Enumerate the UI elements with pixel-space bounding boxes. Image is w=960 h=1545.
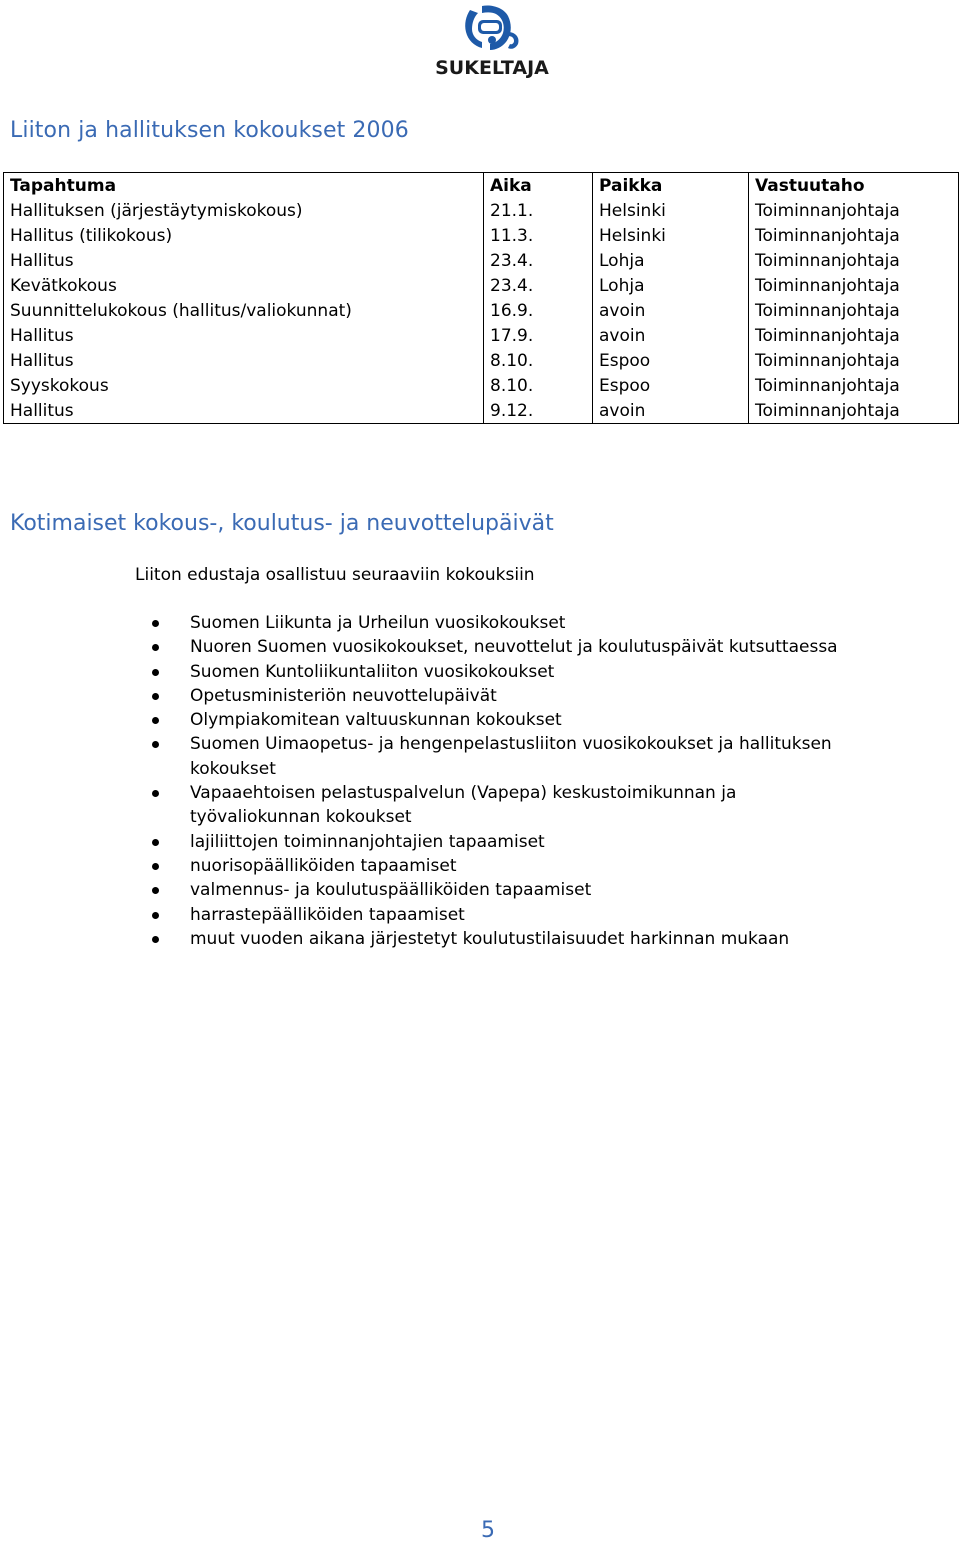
list-item-text: Suomen Liikunta ja Urheilun vuosikokoukset (190, 613, 566, 633)
cell-time: 23.4. (484, 273, 593, 298)
table-row (4, 398, 959, 424)
list-item-text: Nuoren Suomen vuosikokoukset, neuvottelut ja koulutuspäivät kutsuttaessa (190, 637, 838, 658)
cell-responsible: Toiminnanjohtaja (749, 248, 959, 273)
table-row (4, 323, 959, 348)
header-time: Aika (484, 173, 593, 199)
header-event: Tapahtuma (4, 173, 484, 199)
cell-responsible: Toiminnanjohtaja (749, 398, 959, 424)
cell-place: avoin (593, 323, 749, 348)
cell-event: Syyskokous (4, 373, 484, 398)
cell-event: Hallitus (4, 398, 484, 424)
list-item (150, 927, 958, 951)
list-item (150, 830, 958, 854)
bullet-icon (152, 620, 159, 627)
logo-wordmark: SUKELTAJA (435, 57, 549, 79)
list-item-text: Olympiakomitean valtuuskunnan kokoukset (190, 710, 562, 731)
list-item (150, 854, 958, 878)
cell-event: Hallitus (4, 323, 484, 348)
cell-place: Lohja (593, 273, 749, 298)
bullet-icon (152, 644, 159, 651)
cell-time: 17.9. (484, 323, 593, 348)
list-item-text: muut vuoden aikana järjestetyt koulutustilaisuudet harkinnan mukaan (190, 928, 790, 949)
cell-responsible: Toiminnanjohtaja (749, 298, 959, 323)
section-title-domestic-meetings: Kotimaiset kokous-, koulutus- ja neuvottelupäivät (10, 511, 554, 536)
cell-event: Kevätkokous (4, 273, 484, 298)
list-item-text: lajiliittojen toiminnanjohtajien tapaamiset (190, 831, 545, 852)
list-item (150, 684, 958, 708)
cell-event: Hallitus (tilikokous) (4, 223, 484, 248)
table-row (4, 223, 959, 248)
cell-place: avoin (593, 398, 749, 424)
list-item-text: Opetusministeriön neuvottelupäivät (190, 685, 497, 706)
bullet-icon (152, 863, 159, 870)
list-item-text: nuorisopäälliköiden tapaamiset (190, 855, 457, 876)
cell-time: 23.4. (484, 248, 593, 273)
cell-responsible: Toiminnanjohtaja (749, 273, 959, 298)
list-item (150, 732, 958, 781)
bullet-icon (152, 936, 159, 943)
list-item (150, 635, 958, 659)
list-item-text-continued: työvaliokunnan kokoukset (190, 807, 412, 828)
cell-event: Hallituksen (järjestäytymiskokous) (4, 198, 484, 223)
cell-time: 8.10. (484, 348, 593, 373)
list-item-text-continued: kokoukset (190, 758, 276, 779)
list-item (150, 611, 958, 635)
cell-responsible: Toiminnanjohtaja (749, 198, 959, 223)
cell-place: Helsinki (593, 198, 749, 223)
cell-time: 11.3. (484, 223, 593, 248)
list-item-text: Vapaaehtoisen pelastuspalvelun (Vapepa) keskustoimikunnan ja (190, 783, 737, 804)
list-item (150, 660, 958, 684)
header-place: Paikka (593, 173, 749, 199)
cell-place: Lohja (593, 248, 749, 273)
cell-place: Espoo (593, 348, 749, 373)
table-row (4, 348, 959, 373)
list-item (150, 903, 958, 927)
bullet-icon (152, 912, 159, 919)
bullet-icon (152, 790, 159, 797)
cell-place: Espoo (593, 373, 749, 398)
bullet-icon (152, 887, 159, 894)
cell-responsible: Toiminnanjohtaja (749, 223, 959, 248)
list-item-text: valmennus- ja koulutuspäälliköiden tapaamiset (190, 880, 592, 901)
cell-place: avoin (593, 298, 749, 323)
bullet-icon (152, 717, 159, 724)
header-responsible: Vastuutaho (749, 173, 959, 199)
list-item-text: Suomen Uimaopetus- ja hengenpelastusliiton vuosikokoukset ja hallituksen (190, 734, 832, 755)
table-row (4, 298, 959, 323)
sukeltaja-logo (432, 2, 552, 82)
list-item-text: Suomen Kuntoliikuntaliiton vuosikokoukset (190, 661, 555, 682)
bullet-icon (152, 669, 159, 676)
cell-time: 16.9. (484, 298, 593, 323)
cell-event: Hallitus (4, 348, 484, 373)
bullet-icon (152, 741, 159, 748)
cell-time: 9.12. (484, 398, 593, 424)
cell-event: Suunnittelukokous (hallitus/valiokunnat) (4, 298, 484, 323)
table-row (4, 273, 959, 298)
cell-time: 8.10. (484, 373, 593, 398)
cell-responsible: Toiminnanjohtaja (749, 323, 959, 348)
bullet-icon (152, 693, 159, 700)
table-row (4, 198, 959, 223)
bullet-icon (152, 839, 159, 846)
table-row (4, 248, 959, 273)
list-item-text: harrastepäälliköiden tapaamiset (190, 904, 465, 925)
table-row (4, 373, 959, 398)
meeting-list (150, 611, 958, 951)
page-number: 5 (481, 1518, 495, 1543)
cell-place: Helsinki (593, 223, 749, 248)
list-item (150, 878, 958, 902)
cell-responsible: Toiminnanjohtaja (749, 348, 959, 373)
cell-responsible: Toiminnanjohtaja (749, 373, 959, 398)
list-item (150, 781, 958, 830)
meetings-table (3, 172, 959, 424)
cell-event: Hallitus (4, 248, 484, 273)
section-title-meetings: Liiton ja hallituksen kokoukset 2006 (10, 118, 409, 143)
table-header-row (4, 173, 959, 199)
intro-text: Liiton edustaja osallistuu seuraaviin kokouksiin (135, 565, 535, 585)
cell-time: 21.1. (484, 198, 593, 223)
list-item (150, 708, 958, 732)
